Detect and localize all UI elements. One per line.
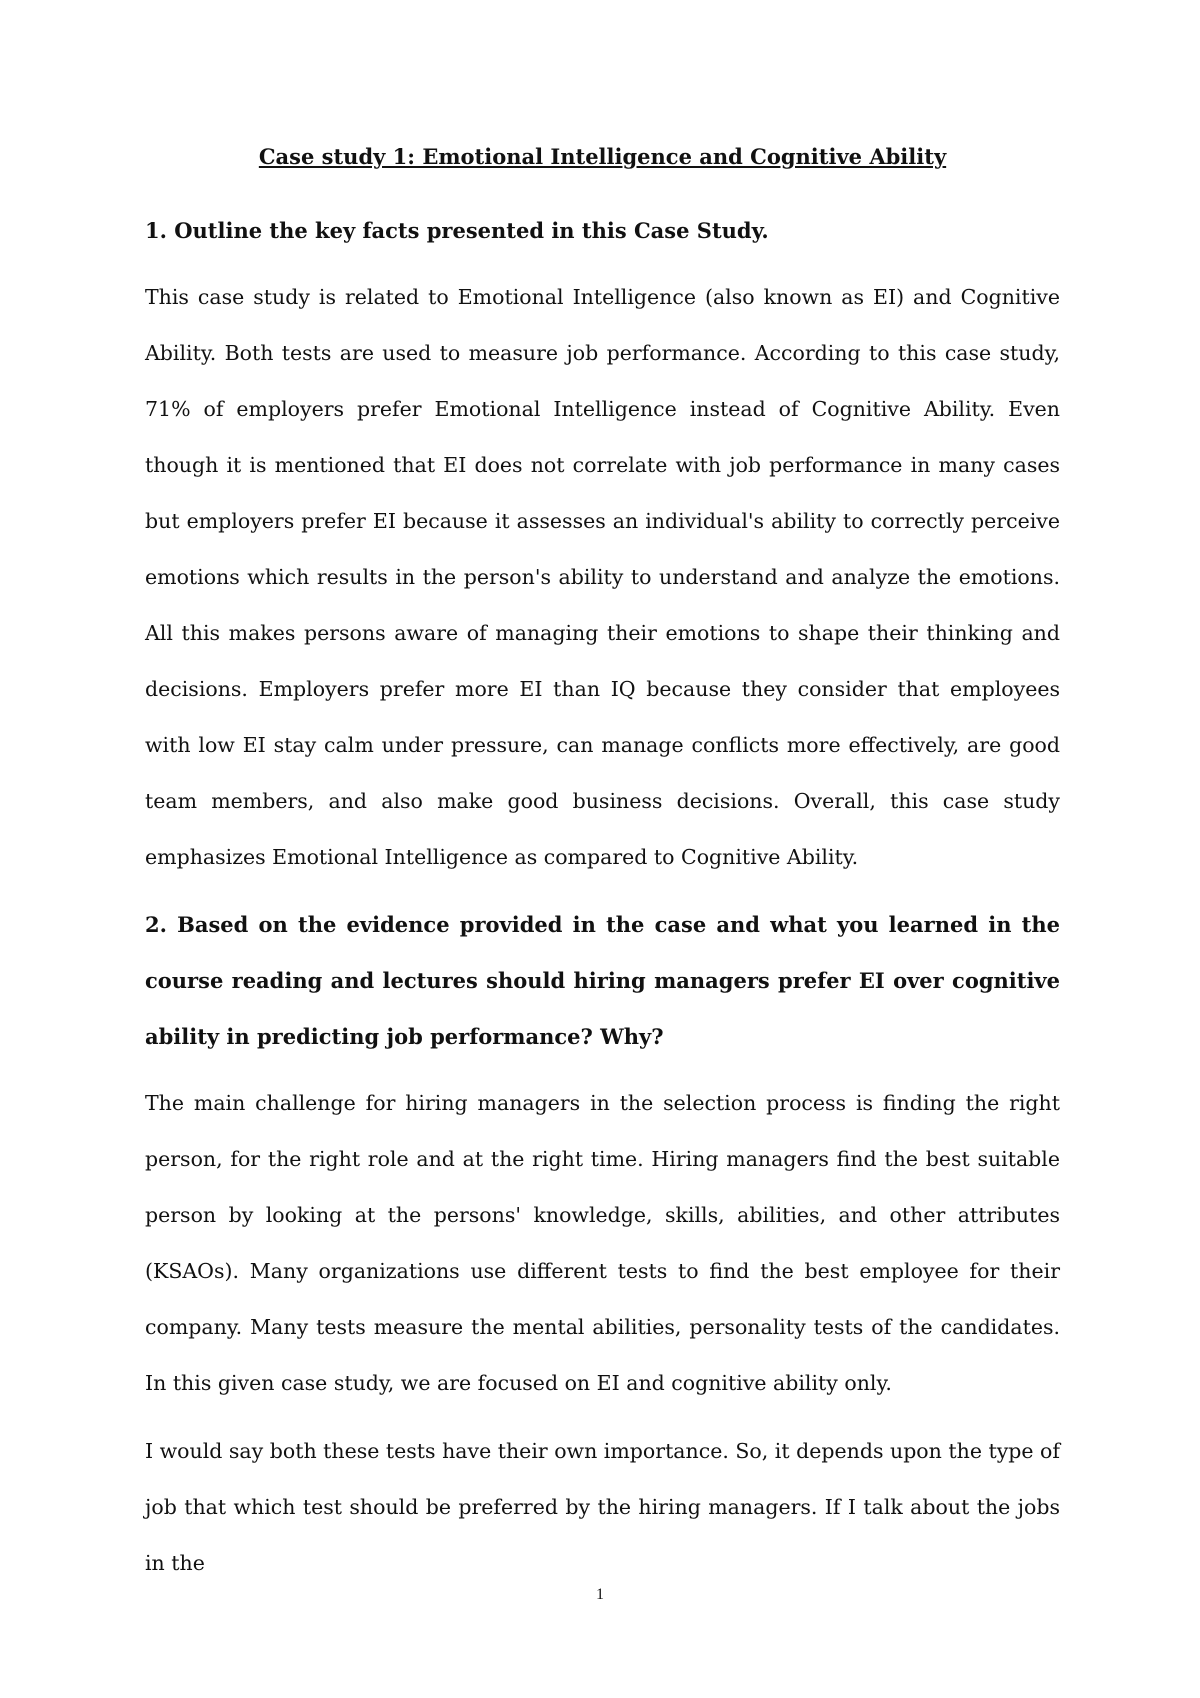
document-title: Case study 1: Emotional Intelligence and Cognitive Ability bbox=[258, 144, 947, 169]
answer-2-paragraph-1: The main challenge for hiring managers in the selection process is finding the right person, for the right role and at the right time. Hiring managers find the best suitable person by looking at the persons' knowledge, skills, abilities, and other attributes (KSAOs). Many organizations use different tests to find the best employee for their company. Many tests measure the mental abilities, personality tests of the candidates. In this given case study, we are focused on EI and cognitive ability only. bbox=[145, 1091, 1060, 1395]
question-2-heading: 2. Based on the evidence provided in the case and what you learned in the course reading and lectures should hiring managers prefer EI over cognitive ability in predicting job performance? Why? bbox=[145, 912, 1060, 1049]
answer-1-paragraph: This case study is related to Emotional Intelligence (also known as EI) and Cognitive Ability. Both tests are used to measure job performance. According to this case study, 71% of employers prefer Emotional Intelligence instead of Cognitive Ability. Even though it is mentioned that EI does not correlate with job performance in many cases but employers prefer EI because it assesses an individual's ability to correctly perceive emotions which results in the person's ability to understand and analyze the emotions. All this makes persons aware of managing their emotions to shape their thinking and decisions. Employers prefer more EI than IQ because they consider that employees with low EI stay calm under pressure, can manage conflicts more effectively, are good team members, and also make good business decisions. Overall, this case study emphasizes Emotional Intelligence as compared to Cognitive Ability. bbox=[145, 285, 1060, 869]
page-number: 1 bbox=[596, 1586, 604, 1603]
answer-2-paragraph-2: I would say both these tests have their own importance. So, it depends upon the type of job that which test should be preferred by the hiring managers. If I talk about the jobs in the bbox=[145, 1439, 1060, 1575]
question-1-heading: 1. Outline the key facts presented in this Case Study. bbox=[145, 218, 769, 243]
document-body bbox=[145, 143, 1060, 1591]
